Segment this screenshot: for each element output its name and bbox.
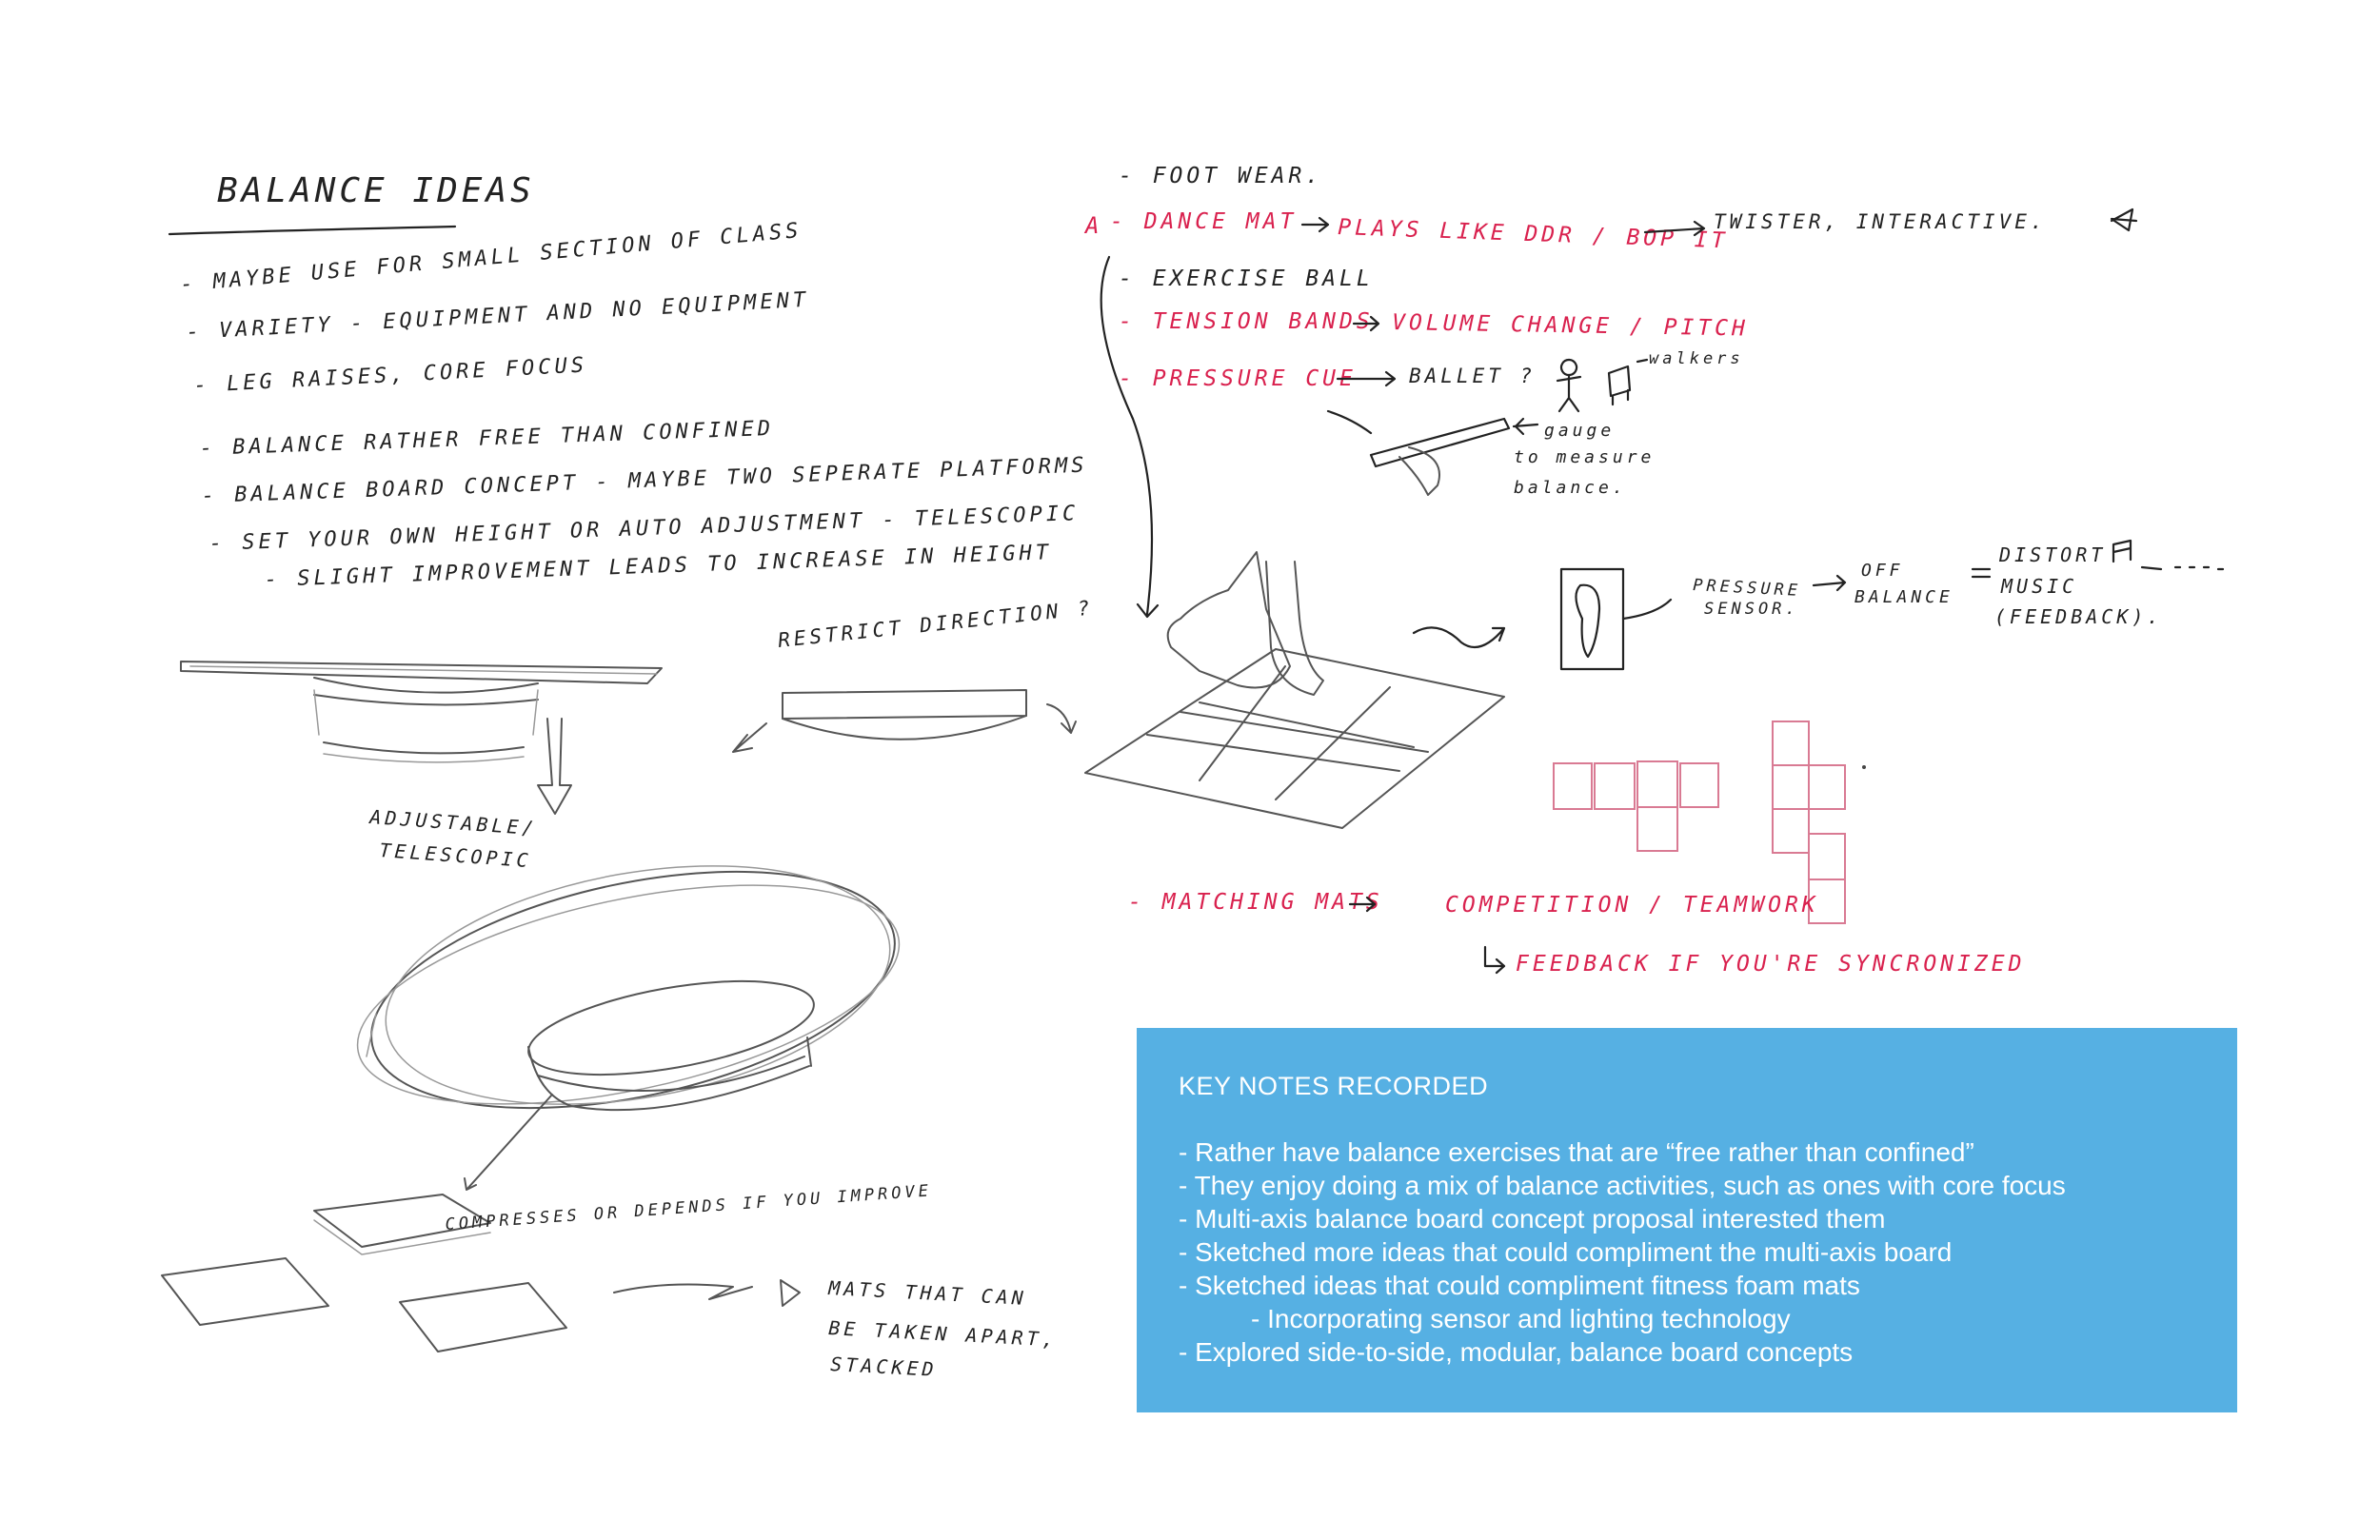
gauge-sketch xyxy=(1328,411,1655,498)
key-note-item: - Sketched ideas that could compliment fitness foam mats xyxy=(1179,1271,1860,1300)
idea-line: - BALANCE RATHER FREE THAN CONFINED xyxy=(199,416,775,461)
gauge-label-2: to measure xyxy=(1514,447,1656,467)
gauge-label-3: balance. xyxy=(1514,478,1627,498)
pressure-sensor-sketch xyxy=(1561,541,2223,669)
pressure-sensor-label-2: SENSOR. xyxy=(1704,600,1799,619)
key-note-subitem: - Incorporating sensor and lighting technology xyxy=(1251,1304,1791,1333)
off-balance-label-2: BALANCE xyxy=(1854,587,1954,607)
distort-label: DISTORT xyxy=(1999,543,2107,566)
multi-axis-board-sketch xyxy=(339,830,919,1190)
idea-line: - SLIGHT IMPROVEMENT LEADS TO INCREASE IN HEIGHT xyxy=(264,541,1053,592)
compresses-label: COMPRESSES OR DEPENDS IF YOU IMPROVE xyxy=(444,1181,933,1234)
telescopic-board-sketch xyxy=(181,661,662,872)
dance-mat-label: - DANCE MAT xyxy=(1110,209,1298,234)
mats-label-3: STACKED xyxy=(829,1352,939,1381)
feedback-label: (FEEDBACK). xyxy=(1994,605,2163,628)
idea-lines xyxy=(179,219,1088,592)
key-note-item: - Sketched more ideas that could compliment the multi-axis board xyxy=(1179,1237,1953,1267)
idea-line: - BALANCE BOARD CONCEPT - MAYBE TWO SEPERATE PLATFORMS xyxy=(201,453,1088,508)
telescopic-label: TELESCOPIC xyxy=(378,839,533,873)
idea-line: - MAYBE USE FOR SMALL SECTION OF CLASS xyxy=(179,218,803,297)
key-notes-title: KEY NOTES RECORDED xyxy=(1179,1072,1489,1100)
key-note-item: - Explored side-to-side, modular, balance board concepts xyxy=(1179,1337,1854,1367)
key-notes-box xyxy=(1137,1028,2237,1412)
key-note-item: - Multi-axis balance board concept proposal interested them xyxy=(1179,1204,1886,1234)
idea-line: - SET YOUR OWN HEIGHT OR AUTO ADJUSTMENT - TELESCOPIC xyxy=(208,502,1080,556)
volume-change-label: VOLUME CHANGE / PITCH xyxy=(1391,310,1750,342)
compressing-mats-sketch xyxy=(162,1181,1058,1381)
off-balance-label-1: OFF xyxy=(1861,561,1904,581)
title-underline xyxy=(169,227,455,234)
star-mark: A xyxy=(1085,212,1103,239)
competition-label: COMPETITION / TEAMWORK xyxy=(1445,893,1819,918)
key-note-item: - They enjoy doing a mix of balance activities, such as ones with core focus xyxy=(1179,1171,2066,1200)
pressure-sensor-label-1: PRESSURE xyxy=(1692,576,1802,601)
matching-mats-label: - MATCHING MATS xyxy=(1128,890,1383,915)
restrict-direction-label: RESTRICT DIRECTION ? xyxy=(777,596,1095,652)
idea-line: - LEG RAISES, CORE FOCUS xyxy=(193,353,588,398)
dance-mat-sketch xyxy=(1085,552,1504,828)
feedback-sync-label: FEEDBACK IF YOU'RE SYNCRONIZED xyxy=(1516,952,2026,977)
mats-label-1: MATS THAT CAN xyxy=(827,1276,1028,1310)
matching-mats-notes xyxy=(1128,890,2025,977)
twister-label: TWISTER, INTERACTIVE. xyxy=(1714,210,2047,233)
walkers-label: walkers xyxy=(1649,349,1744,368)
right-notes xyxy=(1083,164,2136,617)
plays-like-label: PLAYS LIKE DDR / BOP IT xyxy=(1337,215,1729,254)
gauge-label-1: gauge xyxy=(1544,421,1616,441)
ballet-label: BALLET ? xyxy=(1409,365,1537,387)
restrict-direction-sketch xyxy=(733,596,1095,752)
tension-bands-label: - TENSION BANDS xyxy=(1119,309,1374,334)
adjustable-label: ADJUSTABLE/ xyxy=(368,805,539,840)
key-notes-list xyxy=(1179,1135,2237,1369)
exercise-ball-label: - EXERCISE BALL xyxy=(1119,267,1374,291)
footwear-label: - FOOT WEAR. xyxy=(1119,164,1323,188)
pressure-cue-label: - PRESSURE CUE xyxy=(1119,366,1357,391)
sketch-title: BALANCE IDEAS xyxy=(217,171,535,210)
idea-line: - VARIETY - EQUIPMENT AND NO EQUIPMENT xyxy=(186,287,810,345)
key-note-item: - Rather have balance exercises that are “free rather than confined” xyxy=(1179,1137,1974,1167)
music-label: MUSIC xyxy=(2001,575,2078,598)
mats-label-2: BE TAKEN APART, xyxy=(827,1316,1059,1352)
